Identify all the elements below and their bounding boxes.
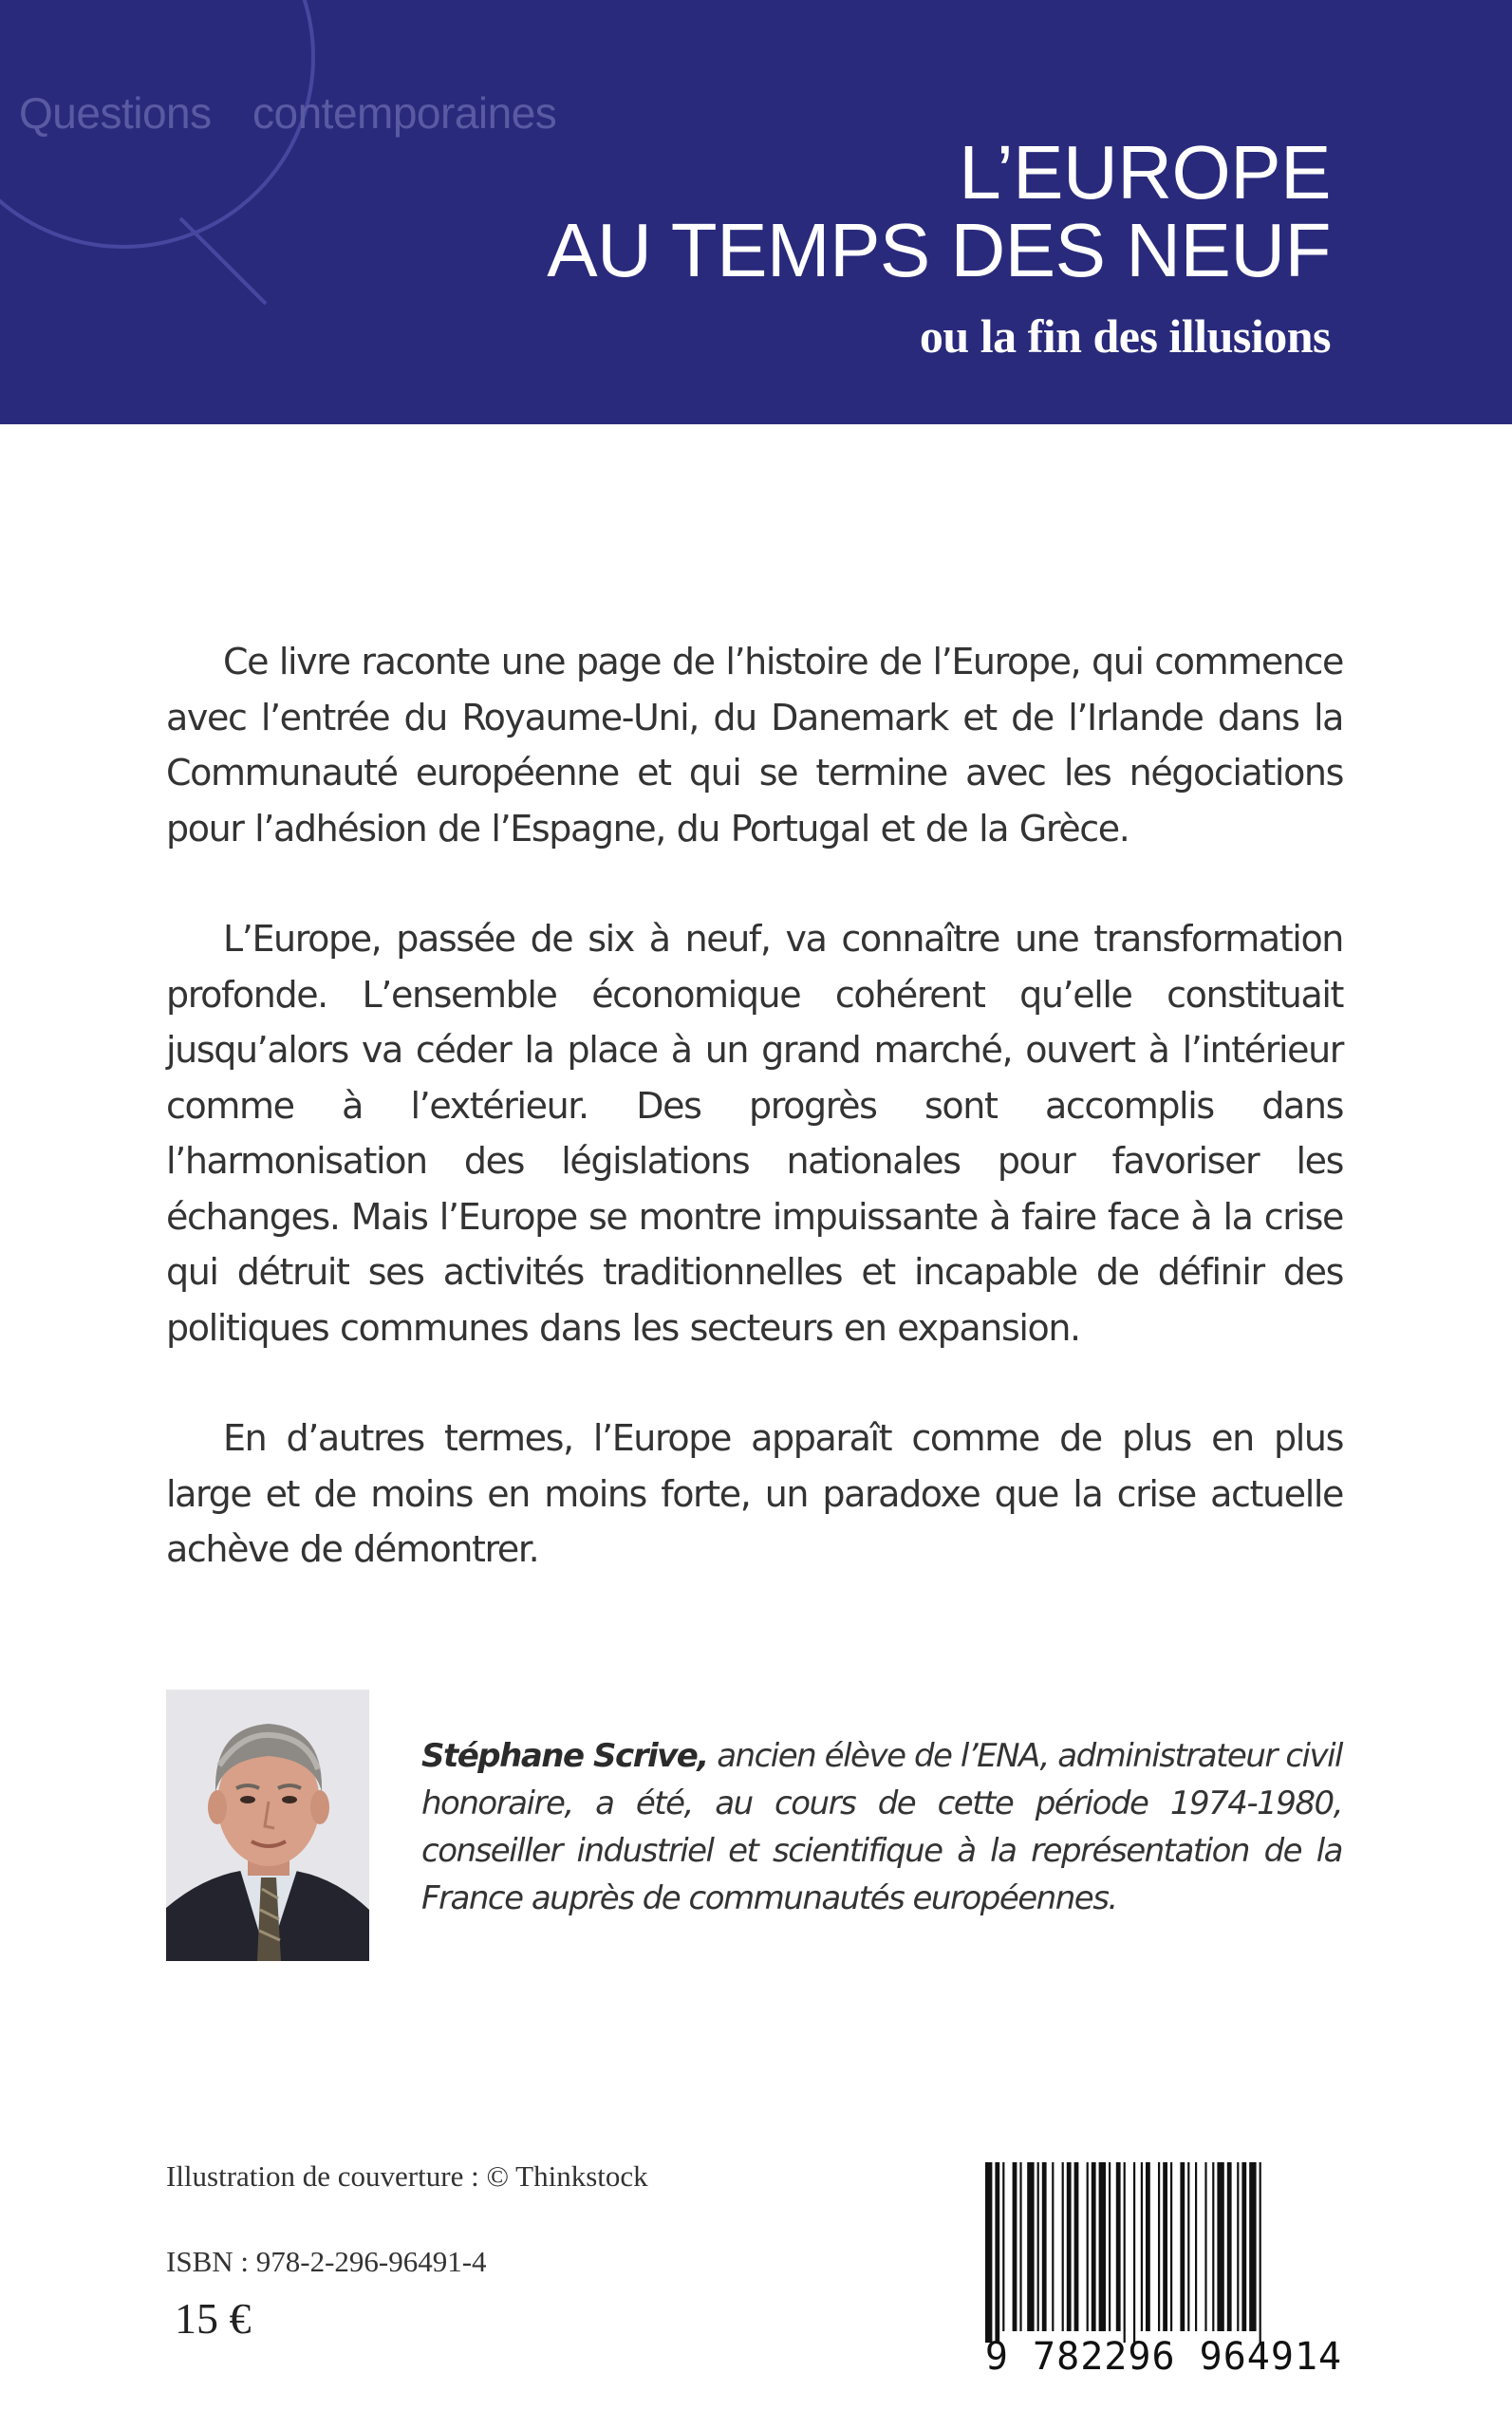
- barcode-bar: [1087, 2162, 1089, 2331]
- barcode-bar: [1170, 2162, 1172, 2331]
- barcode-bar: [1241, 2162, 1246, 2331]
- barcode-bar: [1227, 2162, 1232, 2331]
- blurb-paragraph: Ce livre raconte une page de l’histoire de l’Europe, qui commence avec l’entrée du Royaume-Uni, du Danemark et de l’Irlande dans la Communauté européenne et qui se termine avec les négociations pour l’adhésion de l’Espagne, du Portugal et de la Grèce.: [166, 641, 1343, 850]
- barcode-bar: [1260, 2162, 1261, 2343]
- barcode-bar: [985, 2162, 992, 2343]
- blurb-paragraph: L’Europe, passée de six à neuf, va connaître une transformation profonde. L’ensemble économique cohérent qu’elle constituait jusqu’alors va céder la place à un grand marché, ouvert à l’intérieur comme à l’extérieur. Des progrès sont accomplis dans l’harmonisation des législations nationales pour favoriser les échanges. Mais l’Europe se montre impuissante à faire face à la crise qui détruit ses activités traditionnelles et incapable de définir des politiques communes dans les secteurs en expansion.: [166, 918, 1343, 1349]
- barcode-bar: [1062, 2162, 1064, 2331]
- barcode-bar: [1109, 2162, 1111, 2331]
- isbn-barcode: [981, 2162, 1346, 2375]
- book-title-line-1: L’EUROPE: [959, 130, 1331, 215]
- isbn: ISBN : 978-2-296-96491-4: [166, 2245, 487, 2278]
- series-name-word-1: Questions: [19, 88, 212, 138]
- barcode-bar: [1204, 2162, 1206, 2331]
- author-name: Stéphane Scrive,: [421, 1737, 708, 1775]
- series-q-logo: [0, 0, 399, 332]
- barcode-bar: [1195, 2162, 1197, 2331]
- barcode-bar: [1067, 2162, 1072, 2331]
- barcode-bar: [1217, 2162, 1223, 2331]
- author-photo: [166, 1690, 369, 1961]
- barcode-bar: [1163, 2162, 1167, 2331]
- barcode-bar: [1074, 2162, 1079, 2331]
- barcode-bar: [1013, 2162, 1017, 2331]
- author-bio: [421, 1732, 1342, 1922]
- back-cover-blurb: [166, 634, 1343, 1633]
- barcode-bar: [1133, 2162, 1135, 2343]
- price: 15 €: [175, 2294, 252, 2343]
- book-title-line-2: AU TEMPS DES NEUF: [547, 208, 1331, 292]
- barcode-bar: [1037, 2162, 1039, 2331]
- barcode-bar: [1146, 2162, 1150, 2331]
- barcode-bar: [1237, 2162, 1239, 2331]
- barcode-bar: [1099, 2162, 1106, 2331]
- barcode-bar: [1249, 2162, 1256, 2331]
- barcode-bar: [995, 2162, 999, 2343]
- series-name-word-2: contemporaines: [252, 88, 557, 138]
- author-portrait-image: [166, 1690, 369, 1961]
- barcode-digits: 9 782296 964914: [984, 2335, 1343, 2375]
- barcode-bar: [1116, 2162, 1121, 2331]
- barcode-bar: [1141, 2162, 1143, 2331]
- barcode-bar: [1212, 2162, 1214, 2331]
- barcode-bar: [1158, 2162, 1160, 2331]
- barcode-bar: [1052, 2162, 1054, 2331]
- barcode-bar: [1019, 2162, 1021, 2331]
- barcode-bar: [1187, 2162, 1189, 2331]
- barcode-bar: [1027, 2162, 1034, 2331]
- barcode-bar: [1180, 2162, 1185, 2331]
- barcode-bar: [1042, 2162, 1047, 2331]
- barcode-bar: [1092, 2162, 1096, 2331]
- barcode-bar: [1124, 2162, 1126, 2343]
- blurb-paragraph: En d’autres termes, l’Europe apparaît comme de plus en plus large et de moins en moins forte, un paradoxe que la crise actuelle achève de démontrer.: [166, 1417, 1343, 1570]
- book-subtitle: ou la fin des illusions: [919, 309, 1331, 363]
- cover-illustration-credit: Illustration de couverture : © Thinkstock: [166, 2159, 648, 2193]
- author-bio-text: ancien élève de l’ENA, administrateur civil honoraire, a été, au cours de cette période 1974-1980, conseiller industriel et scientifique à la représentation de la France auprès de communautés européennes.: [421, 1737, 1342, 1917]
- header-band: [0, 0, 1512, 424]
- barcode-bar: [1002, 2162, 1004, 2331]
